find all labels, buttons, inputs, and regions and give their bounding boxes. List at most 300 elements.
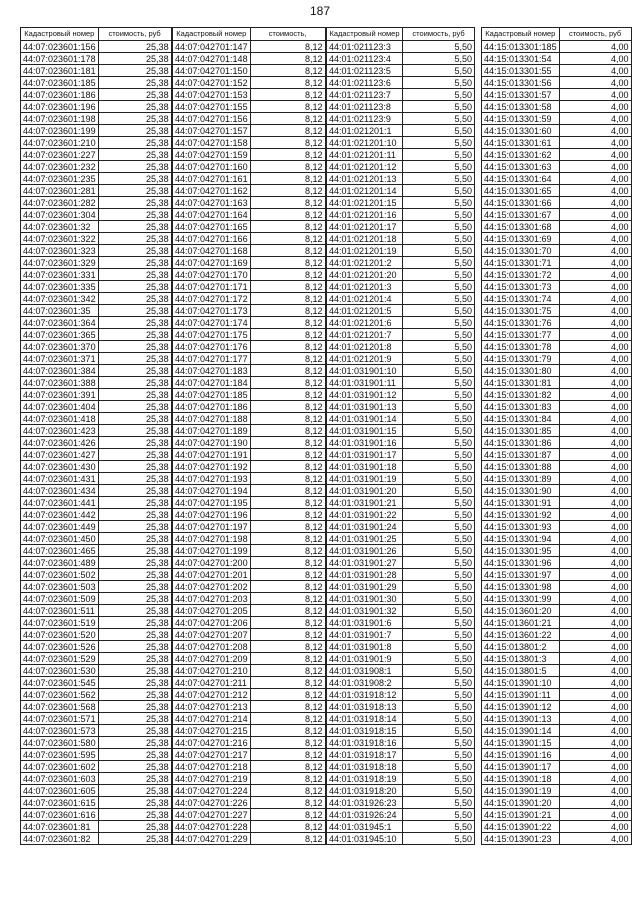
- cadastral-number-cell: 44:07:042701:159: [173, 149, 251, 161]
- cost-cell: 8,12: [250, 329, 325, 341]
- cost-cell: 8,12: [250, 509, 325, 521]
- table-row: [173, 581, 326, 593]
- table-row: [21, 425, 172, 437]
- cost-cell: 8,12: [250, 353, 325, 365]
- table-row: [173, 749, 326, 761]
- table-row: [482, 125, 632, 137]
- table-row: [482, 713, 632, 725]
- cost-cell: 5,50: [403, 797, 475, 809]
- cost-cell: 4,00: [559, 581, 631, 593]
- cadastral-number-cell: 44:07:023601:602: [21, 761, 99, 773]
- table-row: [482, 269, 632, 281]
- cost-cell: 4,00: [559, 437, 631, 449]
- table-row: [173, 677, 326, 689]
- table-row: [21, 545, 172, 557]
- cadastral-number-cell: 44:07:023601:502: [21, 569, 99, 581]
- table-row: [327, 725, 475, 737]
- cost-cell: 5,50: [403, 713, 475, 725]
- table-row: [482, 137, 632, 149]
- table-row: [173, 797, 326, 809]
- table-row: [327, 617, 475, 629]
- cadastral-number-cell: 44:07:042701:209: [173, 653, 251, 665]
- cost-cell: 25,38: [98, 101, 171, 113]
- cadastral-number-cell: 44:07:023601:423: [21, 425, 99, 437]
- cost-cell: 25,38: [98, 161, 171, 173]
- cadastral-number-cell: 44:07:042701:176: [173, 341, 251, 353]
- cadastral-number-cell: 44:01:021201:9: [327, 353, 403, 365]
- cost-cell: 4,00: [559, 101, 631, 113]
- cost-cell: 5,50: [403, 725, 475, 737]
- table-row: [327, 245, 475, 257]
- table-row: [327, 377, 475, 389]
- cost-cell: 4,00: [559, 113, 631, 125]
- cost-cell: 5,50: [403, 485, 475, 497]
- cadastral-number-cell: 44:01:031908:2: [327, 677, 403, 689]
- cadastral-number-cell: 44:15:013301:86: [482, 437, 560, 449]
- cost-cell: 8,12: [250, 653, 325, 665]
- cost-cell: 4,00: [559, 53, 631, 65]
- cost-cell: 5,50: [403, 581, 475, 593]
- table-row: [482, 257, 632, 269]
- cadastral-number-cell: 44:07:023601:35: [21, 305, 99, 317]
- cadastral-number-cell: 44:07:023601:434: [21, 485, 99, 497]
- table-row: [482, 665, 632, 677]
- cadastral-number-cell: 44:01:031918:17: [327, 749, 403, 761]
- table-row: [327, 593, 475, 605]
- cost-cell: 5,50: [403, 101, 475, 113]
- table-row: [482, 245, 632, 257]
- cost-cell: 4,00: [559, 89, 631, 101]
- cadastral-number-cell: 44:15:013901:20: [482, 797, 560, 809]
- table-row: [482, 173, 632, 185]
- cadastral-number-cell: 44:07:042701:219: [173, 773, 251, 785]
- cadastral-number-cell: 44:07:042701:198: [173, 533, 251, 545]
- table-row: [21, 317, 172, 329]
- cadastral-number-cell: 44:15:013301:78: [482, 341, 560, 353]
- cadastral-number-cell: 44:07:042701:203: [173, 593, 251, 605]
- cadastral-number-cell: 44:15:013301:80: [482, 365, 560, 377]
- cadastral-number-cell: 44:07:023601:370: [21, 341, 99, 353]
- cadastral-number-cell: 44:15:013301:98: [482, 581, 560, 593]
- table-row: [21, 89, 172, 101]
- table-row: [482, 209, 632, 221]
- table-row: [482, 437, 632, 449]
- table-row: [327, 389, 475, 401]
- cost-cell: 4,00: [559, 425, 631, 437]
- cadastral-number-cell: 44:07:042701:195: [173, 497, 251, 509]
- cadastral-number-cell: 44:01:021201:15: [327, 197, 403, 209]
- cost-cell: 25,38: [98, 713, 171, 725]
- cost-cell: 5,50: [403, 749, 475, 761]
- cadastral-number-cell: 44:07:023601:281: [21, 185, 99, 197]
- cost-cell: 5,50: [403, 413, 475, 425]
- cadastral-number-cell: 44:01:031926:24: [327, 809, 403, 821]
- cadastral-number-cell: 44:01:021201:7: [327, 329, 403, 341]
- cadastral-number-cell: 44:07:042701:216: [173, 737, 251, 749]
- table-row: [482, 197, 632, 209]
- cost-cell: 25,38: [98, 353, 171, 365]
- table-row: [327, 737, 475, 749]
- cadastral-number-cell: 44:07:023601:511: [21, 605, 99, 617]
- table-row: [482, 365, 632, 377]
- cost-cell: 25,38: [98, 65, 171, 77]
- cost-cell: 8,12: [250, 485, 325, 497]
- cost-cell: 25,38: [98, 629, 171, 641]
- cost-cell: 5,50: [403, 185, 475, 197]
- cadastral-number-cell: 44:07:023601:430: [21, 461, 99, 473]
- table-row: [327, 497, 475, 509]
- cost-cell: 5,50: [403, 137, 475, 149]
- table-row: [173, 257, 326, 269]
- cadastral-number-cell: 44:01:021201:19: [327, 245, 403, 257]
- cadastral-number-cell: 44:07:023601:489: [21, 557, 99, 569]
- cadastral-number-cell: 44:15:013301:74: [482, 293, 560, 305]
- cadastral-number-cell: 44:07:023601:615: [21, 797, 99, 809]
- table-row: [21, 305, 172, 317]
- table-row: [482, 521, 632, 533]
- table-row: [21, 329, 172, 341]
- table-row: [482, 557, 632, 569]
- cost-cell: 25,38: [98, 821, 171, 833]
- cost-cell: 25,38: [98, 413, 171, 425]
- cadastral-number-cell: 44:07:023601:210: [21, 137, 99, 149]
- cadastral-number-cell: 44:07:042701:212: [173, 689, 251, 701]
- cadastral-number-cell: 44:07:042701:157: [173, 125, 251, 137]
- cadastral-number-cell: 44:07:023601:342: [21, 293, 99, 305]
- cadastral-number-cell: 44:01:031901:18: [327, 461, 403, 473]
- cost-cell: 4,00: [559, 209, 631, 221]
- cadastral-number-cell: 44:01:031918:19: [327, 773, 403, 785]
- cadastral-number-cell: 44:07:042701:160: [173, 161, 251, 173]
- table-row: [21, 149, 172, 161]
- cadastral-number-cell: 44:07:042701:205: [173, 605, 251, 617]
- cost-cell: 4,00: [559, 605, 631, 617]
- cost-cell: 4,00: [559, 377, 631, 389]
- cadastral-number-cell: 44:07:023601:605: [21, 785, 99, 797]
- cadastral-number-cell: 44:07:023601:418: [21, 413, 99, 425]
- cost-cell: 5,50: [403, 737, 475, 749]
- cost-cell: 4,00: [559, 713, 631, 725]
- cost-cell: 8,12: [250, 533, 325, 545]
- cost-cell: 4,00: [559, 485, 631, 497]
- cadastral-number-cell: 44:01:031918:15: [327, 725, 403, 737]
- table-row: [21, 353, 172, 365]
- table-row: [482, 809, 632, 821]
- cadastral-number-cell: 44:07:042701:192: [173, 461, 251, 473]
- table-row: [21, 125, 172, 137]
- cadastral-number-cell: 44:15:013301:91: [482, 497, 560, 509]
- table-row: [482, 569, 632, 581]
- table-row: [327, 677, 475, 689]
- table-row: [173, 785, 326, 797]
- cadastral-number-cell: 44:07:023601:441: [21, 497, 99, 509]
- cost-cell: 5,50: [403, 305, 475, 317]
- cost-cell: 25,38: [98, 173, 171, 185]
- cadastral-number-cell: 44:07:042701:207: [173, 629, 251, 641]
- cadastral-number-cell: 44:01:031901:32: [327, 605, 403, 617]
- table-row: [327, 701, 475, 713]
- cadastral-number-cell: 44:01:031918:12: [327, 689, 403, 701]
- table-row: [21, 341, 172, 353]
- table-row: [327, 713, 475, 725]
- cadastral-number-cell: 44:15:013901:10: [482, 677, 560, 689]
- cadastral-number-cell: 44:15:013901:23: [482, 833, 560, 845]
- cadastral-number-cell: 44:07:042701:161: [173, 173, 251, 185]
- table-row: [482, 329, 632, 341]
- cadastral-number-cell: 44:01:021201:17: [327, 221, 403, 233]
- table-row: [173, 533, 326, 545]
- table-row: [173, 641, 326, 653]
- cost-cell: 25,38: [98, 221, 171, 233]
- table-row: [173, 557, 326, 569]
- table-row: [327, 425, 475, 437]
- cadastral-number-cell: 44:01:021201:3: [327, 281, 403, 293]
- table-row: [21, 677, 172, 689]
- cadastral-number-cell: 44:01:021123:3: [327, 41, 403, 53]
- cadastral-number-cell: 44:01:031918:14: [327, 713, 403, 725]
- table-row: [482, 389, 632, 401]
- cadastral-number-cell: 44:07:023601:431: [21, 473, 99, 485]
- table-row: [21, 569, 172, 581]
- cost-cell: 4,00: [559, 569, 631, 581]
- cost-cell: 4,00: [559, 413, 631, 425]
- cadastral-number-cell: 44:15:013301:77: [482, 329, 560, 341]
- cost-cell: 5,50: [403, 173, 475, 185]
- cost-cell: 5,50: [403, 113, 475, 125]
- table-row: [482, 353, 632, 365]
- table-row: [173, 101, 326, 113]
- cost-cell: 8,12: [250, 689, 325, 701]
- table-row: [173, 269, 326, 281]
- cadastral-number-cell: 44:07:023601:526: [21, 641, 99, 653]
- table-row: [173, 377, 326, 389]
- cadastral-number-cell: 44:15:013801:3: [482, 653, 560, 665]
- table-row: [21, 797, 172, 809]
- table-row: [327, 449, 475, 461]
- cadastral-number-cell: 44:01:031918:16: [327, 737, 403, 749]
- cadastral-number-cell: 44:15:013301:62: [482, 149, 560, 161]
- table-row: [482, 701, 632, 713]
- cost-cell: 5,50: [403, 605, 475, 617]
- table-row: [482, 113, 632, 125]
- table-row: [482, 629, 632, 641]
- cadastral-number-cell: 44:15:013901:16: [482, 749, 560, 761]
- cost-cell: 4,00: [559, 629, 631, 641]
- cadastral-number-cell: 44:07:023601:282: [21, 197, 99, 209]
- cadastral-number-cell: 44:15:013301:89: [482, 473, 560, 485]
- cost-cell: 5,50: [403, 77, 475, 89]
- cadastral-number-cell: 44:07:042701:156: [173, 113, 251, 125]
- table-row: [327, 341, 475, 353]
- cost-cell: 25,38: [98, 137, 171, 149]
- cadastral-number-cell: 44:15:013301:61: [482, 137, 560, 149]
- table-row: [327, 485, 475, 497]
- cost-cell: 5,50: [403, 65, 475, 77]
- cadastral-number-cell: 44:15:013301:97: [482, 569, 560, 581]
- cadastral-number-cell: 44:07:042701:229: [173, 833, 251, 845]
- cost-cell: 8,12: [250, 725, 325, 737]
- table-row: [482, 221, 632, 233]
- cost-cell: 4,00: [559, 401, 631, 413]
- table-row: [21, 161, 172, 173]
- cadastral-number-cell: 44:07:042701:153: [173, 89, 251, 101]
- table-row: [173, 713, 326, 725]
- cadastral-number-cell: 44:07:042701:185: [173, 389, 251, 401]
- table-row: [482, 53, 632, 65]
- cadastral-number-cell: 44:07:042701:162: [173, 185, 251, 197]
- cadastral-number-cell: 44:01:031901:27: [327, 557, 403, 569]
- cadastral-number-cell: 44:07:042701:191: [173, 449, 251, 461]
- cost-cell: 8,12: [250, 173, 325, 185]
- cadastral-number-cell: 44:07:023601:322: [21, 233, 99, 245]
- cost-cell: 8,12: [250, 617, 325, 629]
- cadastral-number-cell: 44:15:013901:18: [482, 773, 560, 785]
- cadastral-number-cell: 44:15:013301:55: [482, 65, 560, 77]
- cadastral-number-cell: 44:07:023601:530: [21, 665, 99, 677]
- cadastral-number-cell: 44:07:042701:155: [173, 101, 251, 113]
- cadastral-number-cell: 44:07:042701:171: [173, 281, 251, 293]
- cost-cell: 8,12: [250, 749, 325, 761]
- column-header-cost: стоимость, руб: [403, 28, 475, 41]
- cadastral-number-cell: 44:07:023601:186: [21, 89, 99, 101]
- cost-cell: 4,00: [559, 449, 631, 461]
- cadastral-number-cell: 44:01:031901:12: [327, 389, 403, 401]
- cadastral-number-cell: 44:01:031945:1: [327, 821, 403, 833]
- cadastral-number-cell: 44:01:021123:4: [327, 53, 403, 65]
- cost-cell: 5,50: [403, 125, 475, 137]
- table-row: [173, 41, 326, 53]
- cadastral-number-cell: 44:07:023601:426: [21, 437, 99, 449]
- cadastral-number-cell: 44:07:042701:148: [173, 53, 251, 65]
- cadastral-number-cell: 44:07:023601:181: [21, 65, 99, 77]
- cost-cell: 25,38: [98, 473, 171, 485]
- cost-cell: 8,12: [250, 425, 325, 437]
- table-row: [173, 209, 326, 221]
- table-row: [173, 125, 326, 137]
- cost-cell: 8,12: [250, 101, 325, 113]
- cadastral-number-cell: 44:15:013301:81: [482, 377, 560, 389]
- cost-cell: 25,38: [98, 749, 171, 761]
- cost-cell: 4,00: [559, 533, 631, 545]
- cost-cell: 5,50: [403, 449, 475, 461]
- cost-cell: 25,38: [98, 209, 171, 221]
- table-row: [173, 737, 326, 749]
- table-row: [482, 605, 632, 617]
- cost-cell: 5,50: [403, 629, 475, 641]
- table-row: [173, 689, 326, 701]
- cost-cell: 25,38: [98, 605, 171, 617]
- cadastral-number-cell: 44:01:021201:20: [327, 269, 403, 281]
- cadastral-number-cell: 44:07:042701:210: [173, 665, 251, 677]
- cadastral-number-cell: 44:07:023601:520: [21, 629, 99, 641]
- table-row: [173, 77, 326, 89]
- cadastral-table-1: [20, 27, 172, 845]
- cost-cell: 8,12: [250, 233, 325, 245]
- table-row: [21, 725, 172, 737]
- cost-cell: 5,50: [403, 521, 475, 533]
- cost-cell: 5,50: [403, 617, 475, 629]
- table-row: [21, 377, 172, 389]
- cost-cell: 25,38: [98, 365, 171, 377]
- cost-cell: 25,38: [98, 329, 171, 341]
- cadastral-number-cell: 44:07:042701:165: [173, 221, 251, 233]
- cost-cell: 5,50: [403, 53, 475, 65]
- cost-cell: 4,00: [559, 233, 631, 245]
- cadastral-number-cell: 44:01:031901:26: [327, 545, 403, 557]
- table-row: [173, 425, 326, 437]
- cost-cell: 4,00: [559, 245, 631, 257]
- cadastral-number-cell: 44:15:013301:57: [482, 89, 560, 101]
- table-row: [482, 233, 632, 245]
- table-row: [21, 437, 172, 449]
- cost-cell: 4,00: [559, 269, 631, 281]
- cost-cell: 25,38: [98, 689, 171, 701]
- column-header-cadastral-number: Кадастровый номер: [21, 28, 99, 41]
- cadastral-number-cell: 44:07:042701:175: [173, 329, 251, 341]
- table-row: [21, 461, 172, 473]
- cost-cell: 8,12: [250, 401, 325, 413]
- table-row: [173, 473, 326, 485]
- cadastral-number-cell: 44:15:013901:21: [482, 809, 560, 821]
- cost-cell: 4,00: [559, 41, 631, 53]
- table-row: [327, 773, 475, 785]
- table-row: [327, 797, 475, 809]
- table-row: [327, 41, 475, 53]
- table-row: [173, 221, 326, 233]
- table-row: [327, 365, 475, 377]
- cost-cell: 5,50: [403, 761, 475, 773]
- column-header-cadastral-number: Кадастровый номер: [173, 28, 251, 41]
- table-row: [173, 821, 326, 833]
- cost-cell: 25,38: [98, 557, 171, 569]
- cadastral-number-cell: 44:07:023601:404: [21, 401, 99, 413]
- table-row: [327, 653, 475, 665]
- table-row: [327, 77, 475, 89]
- cadastral-number-cell: 44:07:023601:185: [21, 77, 99, 89]
- cadastral-table-3: [326, 27, 475, 845]
- cadastral-number-cell: 44:07:042701:200: [173, 557, 251, 569]
- table-row: [21, 269, 172, 281]
- cost-cell: 5,50: [403, 833, 475, 845]
- cadastral-number-cell: 44:01:031901:15: [327, 425, 403, 437]
- table-row: [482, 149, 632, 161]
- cadastral-number-cell: 44:01:031901:13: [327, 401, 403, 413]
- cost-cell: 8,12: [250, 53, 325, 65]
- cost-cell: 5,50: [403, 593, 475, 605]
- table-row: [482, 305, 632, 317]
- cadastral-number-cell: 44:07:042701:226: [173, 797, 251, 809]
- cadastral-number-cell: 44:07:042701:163: [173, 197, 251, 209]
- cadastral-number-cell: 44:07:042701:189: [173, 425, 251, 437]
- cadastral-number-cell: 44:01:021201:4: [327, 293, 403, 305]
- table-row: [327, 101, 475, 113]
- cadastral-number-cell: 44:15:013901:13: [482, 713, 560, 725]
- table-row: [21, 641, 172, 653]
- cadastral-number-cell: 44:07:023601:331: [21, 269, 99, 281]
- cadastral-number-cell: 44:15:013601:20: [482, 605, 560, 617]
- table-row: [482, 161, 632, 173]
- cadastral-number-cell: 44:15:013301:99: [482, 593, 560, 605]
- table-row: [327, 125, 475, 137]
- cost-cell: 25,38: [98, 737, 171, 749]
- cadastral-number-cell: 44:07:042701:190: [173, 437, 251, 449]
- cost-cell: 25,38: [98, 461, 171, 473]
- cost-cell: 4,00: [559, 725, 631, 737]
- table-row: [173, 197, 326, 209]
- table-row: [327, 269, 475, 281]
- cost-cell: 8,12: [250, 557, 325, 569]
- cost-cell: 5,50: [403, 677, 475, 689]
